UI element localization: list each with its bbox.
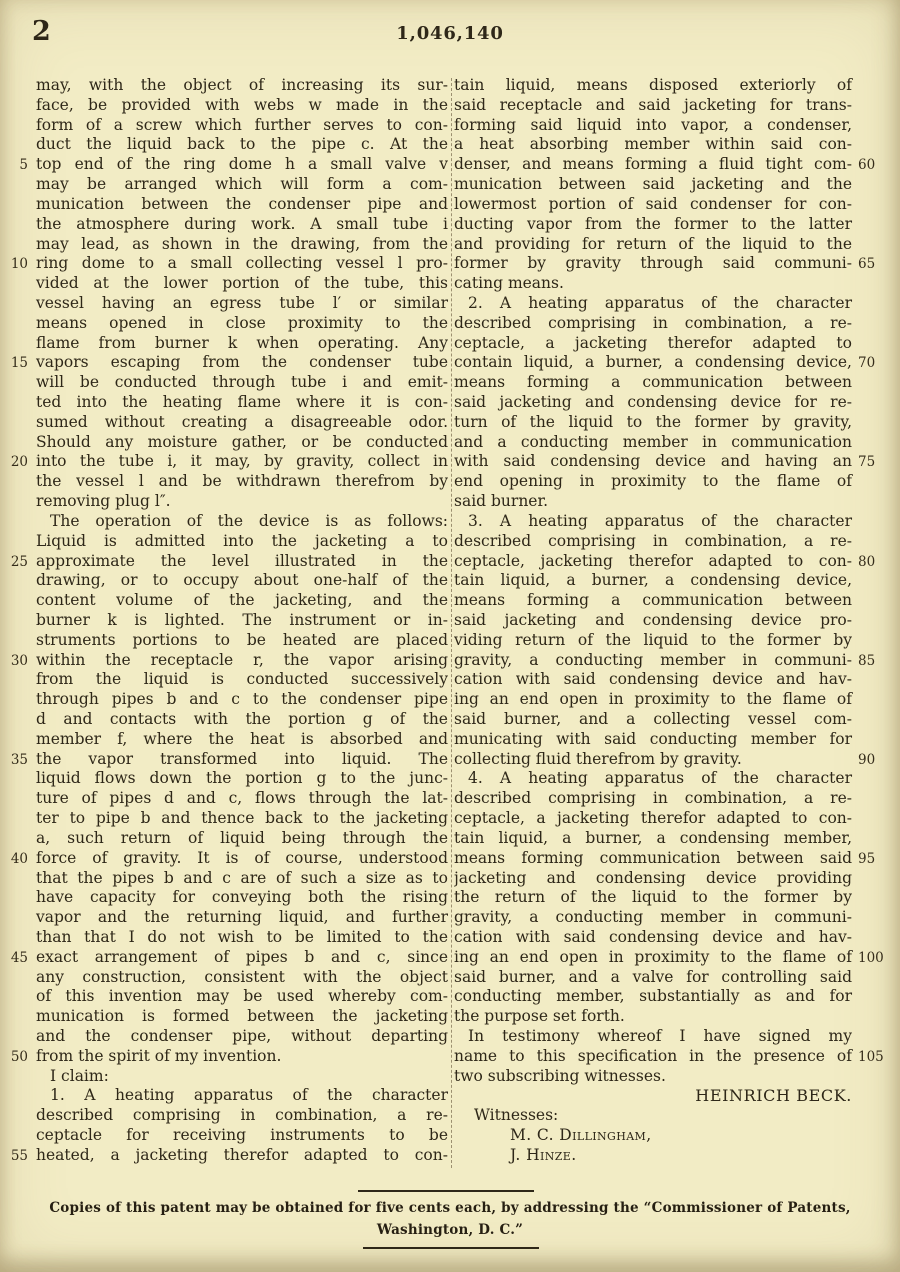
line-number: 50	[10, 1048, 28, 1065]
line-text: denser, and means forming a fluid tight com-	[454, 155, 852, 174]
text-line	[454, 96, 886, 116]
line-text: collecting fluid therefrom by gravity.	[454, 749, 742, 768]
text-line	[2, 274, 448, 294]
text-line	[454, 710, 886, 730]
line-text: ing an end open in proximity to the flame of	[454, 690, 852, 709]
line-text: jacketing and condensing device providing	[454, 868, 852, 887]
text-line	[454, 849, 886, 869]
text-line	[2, 571, 448, 591]
line-number: 90	[858, 751, 876, 768]
text-line	[2, 452, 448, 472]
line-text: heated, a jacketing therefor adapted to con-	[36, 1145, 448, 1164]
text-line	[2, 254, 448, 274]
line-text: of this invention may be used whereby com-	[36, 987, 448, 1006]
line-text: from the spirit of my invention.	[36, 1046, 282, 1065]
text-line	[454, 809, 886, 829]
signature-line	[454, 1086, 886, 1106]
line-number: 5	[19, 157, 28, 174]
line-text: vided at the lower portion of the tube, this	[36, 274, 448, 293]
line-text: said receptacle and said jacketing for trans-	[454, 95, 852, 114]
text-line	[454, 195, 886, 215]
text-line	[454, 155, 886, 175]
line-text: vessel having an egress tube l′ or similar	[36, 293, 448, 312]
inventor-signature: HEINRICH BECK.	[695, 1086, 852, 1106]
line-number: 65	[858, 256, 876, 273]
text-line	[2, 76, 448, 96]
text-line	[2, 552, 448, 572]
line-text: described comprising in combination, a re-	[454, 789, 852, 808]
text-line	[2, 195, 448, 215]
line-text: within the receptacle r, the vapor arising	[36, 650, 448, 669]
text-line	[454, 591, 886, 611]
text-line	[454, 571, 886, 591]
line-text: may be arranged which will form a com-	[36, 175, 448, 194]
line-text: content volume of the jacketing, and the	[36, 591, 448, 610]
text-line	[2, 1106, 448, 1126]
line-text: two subscribing witnesses.	[454, 1066, 666, 1085]
witness-line	[454, 1126, 886, 1146]
text-line	[454, 235, 886, 255]
line-text: munication between said jacketing and the	[454, 175, 852, 194]
text-line	[2, 294, 448, 314]
line-number: 25	[10, 553, 28, 570]
line-number: 15	[10, 355, 28, 372]
line-text: munication between the condenser pipe and	[36, 194, 448, 213]
text-line	[454, 690, 886, 710]
line-text: municating with said conducting member for	[454, 729, 852, 748]
line-text: said jacketing and condensing device for re-	[454, 393, 852, 411]
text-line	[454, 888, 886, 908]
line-text: through pipes b and c to the condenser pipe	[36, 690, 448, 709]
line-text: 3. A heating apparatus of the character	[468, 511, 852, 530]
text-line	[454, 353, 886, 373]
text-line	[2, 1067, 448, 1087]
text-line	[2, 948, 448, 968]
line-number: 30	[10, 652, 28, 669]
line-text: any construction, consistent with the object	[36, 967, 448, 986]
line-text: drawing, or to occupy about one-half of the	[36, 571, 448, 590]
line-text: means forming communication between said	[454, 848, 852, 867]
line-text: cation with said condensing device and hav-	[454, 927, 852, 946]
text-line	[454, 433, 886, 453]
witnesses-label: Witnesses:	[474, 1106, 559, 1125]
line-number: 75	[858, 454, 876, 471]
text-line	[454, 651, 886, 671]
line-text: exact arrangement of pipes b and c, since	[36, 947, 448, 966]
witness-name: J. Hinze.	[510, 1145, 577, 1164]
text-line	[2, 135, 448, 155]
text-line	[454, 175, 886, 195]
footer-top-rule	[358, 1190, 534, 1192]
line-number: 70	[858, 355, 876, 372]
text-line	[2, 769, 448, 789]
line-text: ter to pipe b and thence back to the jacketing	[36, 809, 448, 828]
page-number: 2	[32, 16, 52, 47]
line-text: means forming a communication between	[454, 373, 852, 392]
text-line	[2, 215, 448, 235]
line-text: may, with the object of increasing its sur-	[36, 76, 448, 94]
line-text: described comprising in combination, a re-	[454, 531, 852, 550]
line-text: into the tube i, it may, by gravity, collect in	[36, 452, 448, 471]
text-line	[454, 730, 886, 750]
text-line	[454, 611, 886, 631]
text-line	[2, 413, 448, 433]
text-line	[2, 888, 448, 908]
text-line	[454, 1067, 886, 1087]
text-line	[2, 849, 448, 869]
line-text: ceptacle, jacketing therefor adapted to con-	[454, 551, 852, 570]
text-line	[2, 591, 448, 611]
line-text: ted into the heating flame where it is con-	[36, 393, 448, 411]
line-text: The operation of the device is as follows:	[50, 511, 448, 530]
line-text: turn of the liquid to the former by gravity,	[454, 412, 852, 431]
line-text: said jacketing and condensing device pro-	[454, 610, 852, 629]
line-text: the return of the liquid to the former by	[454, 888, 852, 907]
text-line	[454, 829, 886, 849]
line-text: described comprising in combination, a re-	[36, 1106, 448, 1125]
line-text: a, such return of liquid being through the	[36, 828, 448, 847]
text-line	[454, 948, 886, 968]
line-number: 20	[10, 454, 28, 471]
text-line	[2, 968, 448, 988]
text-line	[2, 334, 448, 354]
left-column	[2, 76, 448, 1166]
text-line	[454, 76, 886, 96]
text-line	[454, 908, 886, 928]
footer-bottom-rule	[363, 1247, 539, 1249]
text-line	[2, 353, 448, 373]
line-text: and a conducting member in communication	[454, 432, 852, 451]
line-text: sumed without creating a disagreeable odor.	[36, 412, 448, 431]
line-text: flame from burner k when operating. Any	[36, 333, 448, 352]
text-line	[454, 1027, 886, 1047]
text-line	[454, 532, 886, 552]
text-line	[2, 433, 448, 453]
line-text: top end of the ring dome h a small valve v	[36, 155, 448, 174]
text-line	[454, 789, 886, 809]
line-text: the vapor transformed into liquid. The	[36, 749, 448, 768]
witness-line	[454, 1146, 886, 1166]
text-line	[2, 631, 448, 651]
line-text: Liquid is admitted into the jacketing a to	[36, 531, 448, 550]
line-text: munication is formed between the jacketing	[36, 1007, 448, 1026]
line-text: contain liquid, a burner, a condensing device,	[454, 353, 852, 372]
text-line	[454, 413, 886, 433]
text-line	[2, 710, 448, 730]
line-text: means forming a communication between	[454, 591, 852, 610]
text-line	[2, 730, 448, 750]
text-line	[454, 769, 886, 789]
line-text: form of a screw which further serves to con-	[36, 115, 448, 134]
line-text: tain liquid, means disposed exteriorly of	[454, 76, 852, 94]
text-line	[2, 670, 448, 690]
text-line	[454, 928, 886, 948]
text-line	[454, 1047, 886, 1067]
text-line	[454, 968, 886, 988]
line-text: conducting member, substantially as and for	[454, 987, 852, 1006]
line-text: ceptacle for receiving instruments to be	[36, 1126, 448, 1145]
text-line	[2, 373, 448, 393]
line-text: with said condensing device and having an	[454, 452, 852, 471]
text-line	[2, 155, 448, 175]
text-line	[2, 532, 448, 552]
line-text: former by gravity through said communi-	[454, 254, 852, 273]
line-text: the atmosphere during work. A small tube i	[36, 214, 448, 233]
line-text: ring dome to a small collecting vessel l pro-	[36, 254, 448, 273]
line-text: 1. A heating apparatus of the character	[50, 1086, 448, 1105]
line-text: end opening in proximity to the flame of	[454, 472, 852, 491]
text-line	[2, 175, 448, 195]
text-line	[2, 809, 448, 829]
line-number: 85	[858, 652, 876, 669]
text-line	[2, 492, 448, 512]
text-line	[454, 334, 886, 354]
text-line	[454, 552, 886, 572]
text-line	[454, 670, 886, 690]
text-line	[2, 987, 448, 1007]
line-text: said burner, and a collecting vessel com-	[454, 710, 852, 728]
text-line	[454, 314, 886, 334]
line-number: 105	[858, 1048, 884, 1065]
line-number: 40	[10, 850, 28, 867]
line-text: have capacity for conveying both the rising	[36, 888, 448, 907]
text-line	[454, 987, 886, 1007]
line-number: 10	[10, 256, 28, 273]
line-text: tain liquid, a burner, a condensing device,	[454, 571, 852, 590]
line-text: means opened in close proximity to the	[36, 313, 448, 332]
text-line	[2, 1007, 448, 1027]
text-line	[454, 472, 886, 492]
line-text: will be conducted through tube i and emit-	[36, 373, 448, 392]
line-text: force of gravity. It is of course, understood	[36, 848, 448, 867]
text-line	[2, 690, 448, 710]
line-text: struments portions to be heated are placed	[36, 630, 448, 649]
line-text: cation with said condensing device and hav-	[454, 670, 852, 689]
text-line	[454, 135, 886, 155]
line-text: In testimony whereof I have signed my	[468, 1027, 852, 1045]
line-text: tain liquid, a burner, a condensing member,	[454, 828, 852, 847]
line-number: 80	[858, 553, 876, 570]
text-line	[454, 393, 886, 413]
line-text: liquid flows down the portion g to the junc-	[36, 769, 448, 788]
line-text: that the pipes b and c are of such a size as to	[36, 868, 448, 887]
text-line	[2, 611, 448, 631]
line-number: 45	[10, 949, 28, 966]
line-text: cating means.	[454, 274, 564, 293]
line-number: 95	[858, 850, 876, 867]
line-text: vapors escaping from the condenser tube	[36, 353, 448, 372]
text-line	[454, 1007, 886, 1027]
footer-notice-line-2: Washington, D. C.”	[376, 1222, 524, 1238]
text-line	[2, 789, 448, 809]
text-line	[454, 750, 886, 770]
line-text: a heat absorbing member within said con-	[454, 135, 852, 154]
line-text: said burner, and a valve for controlling said	[454, 967, 852, 986]
line-number: 60	[858, 157, 876, 174]
text-line	[2, 512, 448, 532]
line-text: 2. A heating apparatus of the character	[468, 293, 852, 312]
text-line	[2, 393, 448, 413]
witnesses-label-line	[454, 1106, 886, 1126]
line-text: than that I do not wish to be limited to the	[36, 927, 448, 946]
line-text: may lead, as shown in the drawing, from the	[36, 234, 448, 253]
line-text: member f, where the heat is absorbed and	[36, 729, 448, 748]
right-column-lines	[454, 76, 886, 1086]
right-column	[454, 76, 886, 1166]
text-line	[2, 869, 448, 889]
text-line	[454, 254, 886, 274]
line-text: and the condenser pipe, without departing	[36, 1027, 448, 1045]
line-text: Should any moisture gather, or be conducted	[36, 432, 448, 451]
text-line	[454, 116, 886, 136]
patent-number: 1,046,140	[396, 23, 504, 44]
text-line	[2, 908, 448, 928]
line-text: face, be provided with webs w made in the	[36, 95, 448, 114]
line-text: ducting vapor from the former to the latter	[454, 214, 852, 233]
line-number: 100	[858, 949, 884, 966]
line-text: d and contacts with the portion g of the	[36, 710, 448, 728]
line-text: forming said liquid into vapor, a condenser,	[454, 115, 852, 134]
text-line	[2, 116, 448, 136]
text-line	[2, 750, 448, 770]
text-line	[2, 1027, 448, 1047]
line-text: ture of pipes d and c, flows through the lat-	[36, 789, 448, 808]
line-text: ceptacle, a jacketing therefor adapted to	[454, 333, 852, 352]
line-number: 35	[10, 751, 28, 768]
text-line	[454, 492, 886, 512]
text-line	[2, 1126, 448, 1146]
line-text: lowermost portion of said condenser for con-	[454, 194, 852, 213]
line-text: and providing for return of the liquid to the	[454, 234, 852, 253]
line-text: described comprising in combination, a re-	[454, 313, 852, 332]
text-line	[2, 1146, 448, 1166]
text-line	[2, 928, 448, 948]
line-text: 4. A heating apparatus of the character	[468, 769, 852, 788]
text-line	[454, 512, 886, 532]
line-text: viding return of the liquid to the former by	[454, 630, 852, 649]
text-line	[454, 869, 886, 889]
column-divider-rule	[451, 78, 452, 1168]
line-text: approximate the level illustrated in the	[36, 551, 448, 570]
line-text: said burner.	[454, 492, 549, 511]
text-line	[2, 235, 448, 255]
line-text: burner k is lighted. The instrument or in-	[36, 610, 448, 629]
line-text: the vessel l and be withdrawn therefrom by	[36, 472, 448, 491]
line-text: removing plug l″.	[36, 492, 171, 511]
line-text: gravity, a conducting member in communi-	[454, 908, 852, 927]
line-text: the purpose set forth.	[454, 1007, 625, 1026]
text-line	[454, 274, 886, 294]
line-text: gravity, a conducting member in communi-	[454, 650, 852, 669]
line-text: vapor and the returning liquid, and further	[36, 908, 448, 927]
line-text: ing an end open in proximity to the flame of	[454, 947, 852, 966]
line-text: name to this specification in the presence of	[454, 1046, 852, 1065]
text-line	[2, 651, 448, 671]
line-text: ceptacle, a jacketing therefor adapted to con-	[454, 809, 852, 828]
text-line	[2, 1047, 448, 1067]
footer-notice-line-1: Copies of this patent may be obtained for five cents each, by addressing the “Commissioner of Patents,	[49, 1200, 851, 1216]
text-line	[454, 373, 886, 393]
text-line	[454, 215, 886, 235]
line-text: duct the liquid back to the pipe c. At the	[36, 135, 448, 154]
line-text: from the liquid is conducted successively	[36, 670, 448, 689]
text-line	[454, 452, 886, 472]
text-line	[2, 1086, 448, 1106]
witness-name: M. C. Dillingham,	[510, 1126, 652, 1145]
text-line	[2, 314, 448, 334]
text-line	[2, 96, 448, 116]
line-text: I claim:	[50, 1066, 109, 1085]
text-line	[2, 472, 448, 492]
text-line	[2, 829, 448, 849]
line-number: 55	[10, 1147, 28, 1164]
text-line	[454, 631, 886, 651]
text-line	[454, 294, 886, 314]
